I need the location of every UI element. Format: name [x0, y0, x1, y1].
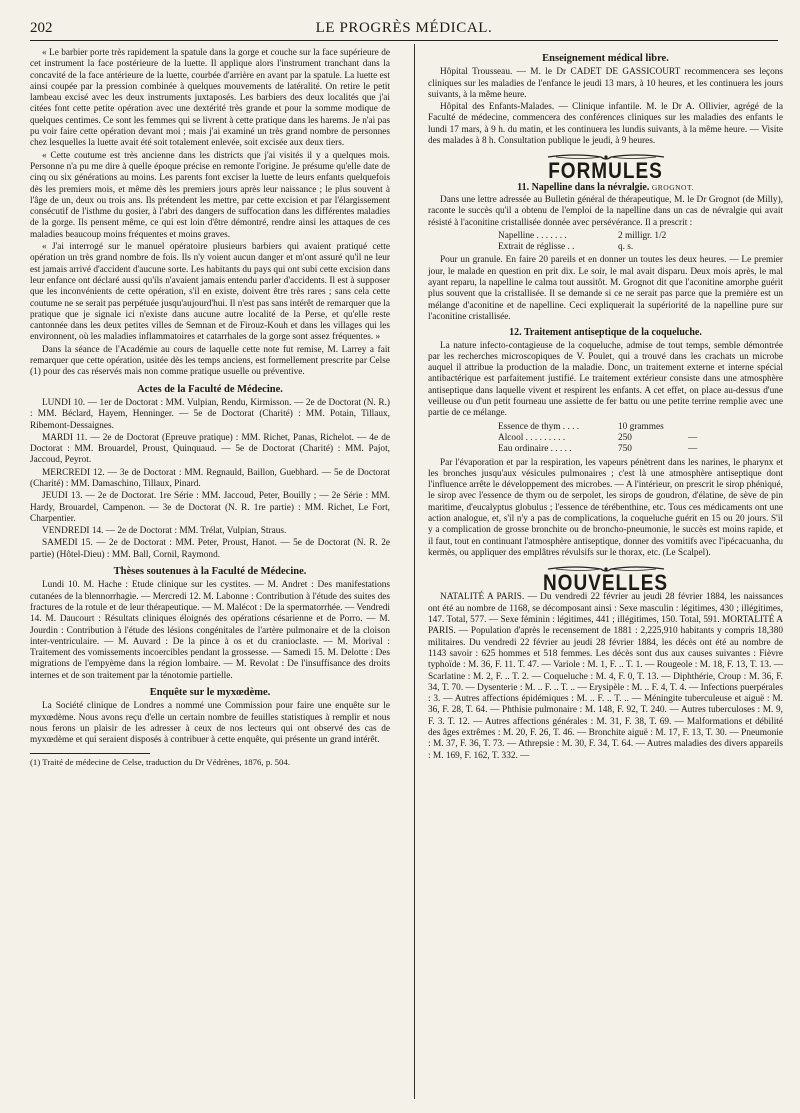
actes-entry: JEUDI 13. — 2e de Doctorat. 1re Série : MM. Jaccoud, Peter, Bouilly ; — 2e Série : MM. Hardy, Brouardel, Campenon. — 3e de Doctorat (N. R. 1re partie) : MM. Richet, Le Fort, Charpentier.	[30, 491, 390, 524]
actes-entry: LUNDI 10. — 1er de Doctorat : MM. Vulpian, Rendu, Kirmisson. — 2e de Doctorat (N. R.) : MM. Béclard, Hayem, Henninger. — 5e de Doctorat (Charité) : MM. Potain, Tillaux, Ribemont-Dessaignes.	[30, 397, 390, 431]
prescription-list	[498, 231, 783, 254]
left-column	[30, 48, 390, 769]
prescription-row	[498, 422, 783, 433]
paragraph: Hôpital des Enfants-Malades. — Clinique infantile. M. le Dr A. Ollivier, agrégé de la Faculté de médecine, commencera des conférences cliniques sur les maladies des enfants le lundi 17 mars, à 9 h. du matin, et les continuera les lundis suivants, à la même heure. — Visite des malades à 8 h. Consultation publique le jeudi, à 9 heures.	[428, 102, 783, 147]
prescription-row	[498, 231, 783, 242]
prescription-list	[498, 422, 783, 456]
paragraph: Pour un granule. En faire 20 pareils et en donner un toutes les deux heures. — Le premier jour, le malade en question en prit dix. Le soir, le mal avait disparu. Deux mois après, le mal ayant reparu, la napelline le calma tout aussitôt. M. Grognot dit que l'aconitine amorphe guérit plus souvent que la cristallisée. Il se demande si ce ne serait pas parce que la première est un mélange d'aconitine et de napelline. Ceci expliquerait la supériorité de la napelline pure sur l'aconitine cristallisée.	[428, 255, 783, 322]
column-divider	[414, 44, 415, 1099]
page-number: 202	[30, 20, 53, 36]
quantity: 10 grammes	[618, 421, 664, 432]
section-heading-enquete: Enquête sur le myxœdème.	[149, 687, 271, 699]
quantity: 750	[618, 444, 632, 455]
formula-12-title: 12. Traitement antiseptique de la coqueluche.	[509, 327, 702, 339]
ingredient: Extrait de réglisse . .	[498, 242, 575, 253]
paragraph: « Le barbier porte très rapidement la spatule dans la gorge et couche sur la face supérieure de cet instrument la face postérieure de la luette. Il applique alors l'instrument tranchant dans la concavité de la face antérieure de la luette, courbée d'arrière en avant par la spatule. La luette est ainsi coupée par la pression combinée à quelques mouvements de latéralité. On retire le petit lambeau excisé avec les deux instruments juxtaposés. Les barbiers des deux localités que j'ai citées font cette petite opération avec une dextérité très grande et pour la somme modique de quelques centimes. Ce sont les femmes qui se livrent à cette pratique dans les harems. Je n'ai pas pu voir faire cette opération devant moi ; mais j'ai examiné un très grand nombre de personnes chez lesquelles la luette avait été soit totalement enlevée, soit excisée aux deux tiers.	[30, 48, 390, 149]
paragraph: Par l'évaporation et par la respiration, les vapeurs pénètrent dans les narines, le pharynx et les bronches jusqu'aux vésicules pulmonaires ; c'est là une atmosphère antiseptique dont l'influence arrête le développement des microbes. — A l'intérieur, on prescrit le sirop phéniqué, le sirop avec l'essence de thym ou de serpolet, les sirops de goudron, d'élatine, de sève de pin maritime, d'eucalyptus globulus ; l'essence de térébenthine, etc. Tous ces médicaments ont une action analogue, et, s'il n'y a pas de complications, la coqueluche guérit en 15 ou 20 jours. S'il y a complication de grosse bronchite ou de broncho-pneumonie, le succès est moins rapide, et il faut, tout en continuant l'atmosphère antiseptique, donner des vomitifs avec l'ipécacuanha, du kermès, ou appliquer des emplâtres révulsifs sur le thorax, etc. (Le Scalpel).	[428, 457, 783, 558]
actes-entry: SAMEDI 15. — 2e de Doctorat : MM. Peter, Proust, Hanot. — 5e de Doctorat (N. R. 2e partie) (Hôtel-Dieu) : MM. Ball, Cornil, Raymond.	[30, 538, 390, 560]
paragraph: Dans la séance de l'Académie au cours de laquelle cette note fut remise, M. Larrey a fait remarquer que cette opération, usitée dès les temps anciens, est formellement prescrite par Celse (1) pour des cas réservés mais non comme pratique usuelle ou préventive.	[30, 344, 390, 378]
paragraph: Hôpital Trousseau. — M. le Dr CADET DE GASSICOURT recommencera ses leçons cliniques sur les maladies de l'enfance le jeudi 13 mars, à 10 heures, et les continuera les jours suivants, à la même heure.	[428, 67, 783, 100]
formula-11-author: GROGNOT.	[651, 182, 694, 192]
prescription-row	[498, 242, 783, 253]
ingredient: Napelline . . . . . . .	[498, 230, 567, 241]
unit-dash: —	[688, 432, 698, 443]
section-heading-theses: Thèses soutenues à la Faculté de Médecine.	[113, 566, 307, 578]
formula-11-heading: 11. Napelline dans la névralgie.	[517, 181, 650, 193]
section-heading-enseignement: Enseignement médical libre.	[542, 53, 669, 64]
paragraph: « J'ai interrogé sur le manuel opératoire plusieurs barbiers qui avaient pratiqué cette opération un très grand nombre de fois. Ils n'y voient aucun danger et m'ont assuré qu'il ne leur est jamais arrivé d'accident d'aucune sorte. Les habitants du pays qui ont subi cette excision dans leur enfance ont déclaré aussi qu'ils n'avaient jamais entendu parler d'accidents. Il est à supposer que les inconvénients de cette opération, s'il en existe, doivent être très rares ; sans cela cette coutume ne se serait pas perpétuée jusqu'aujourd'hui. Il n'est pas sans intérêt de remarquer que la pratique que je signale ici n'existe dans aucune autre localité de la Perse, et qu'elle reste cantonnée dans les deux petites villes de Semnan et de Firouz-Kouh et dans les villages qui les environnent, où les maladies inflammatoires et catarrhales de la gorge sont assez fréquentes. »	[30, 242, 390, 343]
formules-title: FORMULES	[548, 159, 663, 184]
footnote-rule	[30, 753, 150, 754]
prescription-row	[498, 433, 783, 444]
running-header	[30, 18, 778, 41]
paragraph: Dans une lettre adressée au Bulletin général de thérapeutique, M. le Dr Grognot (de Milly), raconte le succès qu'il a obtenu de l'emploi de la napelline dans un cas de névralgie qui avait résisté à l'aconitine cristallisée donnée avec persévérance. Il a prescrit :	[428, 194, 783, 228]
right-column	[428, 48, 783, 763]
quantity: q. s.	[618, 242, 634, 253]
journal-title: LE PROGRÈS MÉDICAL.	[315, 20, 493, 36]
section-heading-actes: Actes de la Faculté de Médecine.	[137, 383, 283, 395]
nouvelles-title: NOUVELLES	[542, 571, 669, 596]
enquete-text: La Société clinique de Londres a nommé une Commission pour faire une enquête sur le myxœdème. Nous avons reçu d'elle un certain nombre de feuilles statistiques à remplir et nous nous ferons un plaisir de les adresser à ceux de nos lecteurs qui ont observé des cas de myxœdème et qui seraient disposés à contribuer à cette enquête, qui présente un grand intérêt.	[30, 701, 390, 746]
prescription-row	[498, 444, 783, 455]
unit-dash: —	[688, 444, 698, 455]
ingredient: Alcool . . . . . . . . .	[498, 432, 566, 443]
paragraph: « Cette coutume est très ancienne dans les districts que j'ai visités il y a quelques mois. Personne n'a pu me dire à quelle époque précise en remonte l'origine. Je présume qu'elle date de cinq ou six générations au moins. Les parents font exciser la luette de leurs enfants quelquefois dès les premiers mois, et même dès les premiers jours après leur naissance ; le plus souvent à l'âge de un, deux ou trois ans. Ils prétendent les mettre, par cette excision et par l'élargissement consécutif de l'isthme du gosier, à l'abri des dangers de suffocation dans les différentes maladies de la gorge. Ils pensent même, ce qui est loin d'être démontré, rendre ainsi les attaques de ces maladies beaucoup moins fréquentes et moins graves.	[30, 150, 390, 240]
footnote: (1) Traité de médecine de Celse, traduction du Dr Védrènes, 1876, p. 504.	[30, 756, 291, 767]
quantity: 2 milligr. 1/2	[618, 230, 667, 241]
actes-entry: VENDREDI 14. — 2e de Doctorat : MM. Trélat, Vulpian, Straus.	[42, 526, 287, 537]
nouvelles-text: NATALITÉ A PARIS. — Du vendredi 22 février au jeudi 28 février 1884, les naissances ont été au nombre de 1168, se décomposant ainsi : Sexe masculin : légitimes, 430 ; illégitimes, 147. Total, 577. — Sexe féminin : légitimes, 441 ; illégitimes, 150. Total, 591. MORTALITÉ A PARIS. — Population d'après le recensement de 1881 : 2,225,910 habitants y compris 18,380 militaires. Du vendredi 22 février au jeudi 28 février 1884, les décès ont été au nombre de 1143 savoir : 625 hommes et 518 femmes. Les décès sont dus aux causes suivantes : Fièvre typhoïde : M. 36, F. 11. T. 47. — Variole : M. 1, F. .. T. 1. — Rougeole : M. 18, F. 13, T. 13. — Scarlatine : M. 2, F. .. T. 2. — Coqueluche : M. 4, F. 0, T. 13. — Diphthérie, Croup : M. 36, F. 34, T. 70. — Dysenterie : M. .. F. .. T. .. — Erysipèle : M. .. F. 4, T. 4. — Infections puerpérales : 3. — Autres affections épidémiques : M. .. F. .. T. .. — Méningite tuberculeuse et aiguë : M. 36, F. 28, T. 64. — Phthisie pulmonaire : M. 148, F. 92, T. 240. — Autres tuberculoses : M. 9, F. 3. T. 12. — Autres affections générales : M. 31, F. 38, T. 69. — Malformations et débilité des âges extrêmes : M. 20, F. 26, T. 46. — Bronchite aiguë : M. 17, F. 13, T. 30. — Pneumonie : M. 37, F. 36, T. 73. — Athrepsie : M. 30, F. 34, T. 64. — Autres maladies des divers appareils : M. 169, F. 162, T. 332. —	[428, 592, 783, 761]
ingredient: Eau ordinaire . . . . .	[498, 444, 572, 455]
ingredient: Essence de thym . . . .	[498, 421, 580, 432]
quantity: 250	[618, 432, 632, 443]
paragraph: La nature infecto-contagieuse de la coqueluche, admise de tout temps, semble démontrée par les recherches microscopiques de V. Poulet, qui a trouvé dans les crachats un microbe auquel il attribue la production de la maladie. Donc, un traitement externe et interne spécial antibactérique est parfaitement justifié. Le traitement extérieur consiste dans une atmosphère antiseptique dans laquelle vivent et respirent les enfants. A cet effet, on place au-dessus d'une veilleuse ou d'un petit fourneau une assiette de fer battu ou une petite terrine remplie avec une partie de ce mélange.	[428, 340, 783, 419]
actes-entry: MARDI 11. — 2e de Doctorat (Epreuve pratique) : MM. Richet, Panas, Richelot. — 4e de Doctorat : MM. Brouardel, Proust, Quinquaud. — 5e de Doctorat (Charité) : MM. Pajot, Jaccoud, Peyrot.	[30, 432, 390, 466]
theses-text: Lundi 10. M. Hache : Etude clinique sur les cystites. — M. Andret : Des manifestations cutanées de la blennorrhagie. — Mercredi 12. M. Labonne : Contribution à l'étude des suites des fractures de la rotule et de leur thérapeutique. — M. Malécot : De la spermatorrhée. — Vendredi 14. M. Daucourt : Résultats cliniques éloignés des opérations césarienne et de Porro. — M. Jourdin : Contribution à l'étude des lésions congénitales de l'artère pulmonaire et de la cloison inter-ventriculaire. — M. Auvard : De la pince à os et du cranioclaste. — M. Morival : Traitement des vomissements incoercibles pendant la grossesse. — Samedi 15. M. Delotte : Des migrations de l'empyème dans la région lombaire. — M. Revolat : De l'insuffisance des droits internes et de son traitement par la ténotomie partielle.	[30, 580, 390, 681]
actes-entry: MERCREDI 12. — 3e de Doctorat : MM. Regnauld, Baillon, Guebhard. — 5e de Doctorat (Charité) : MM. Damaschino, Tillaux, Pinard.	[30, 467, 390, 489]
